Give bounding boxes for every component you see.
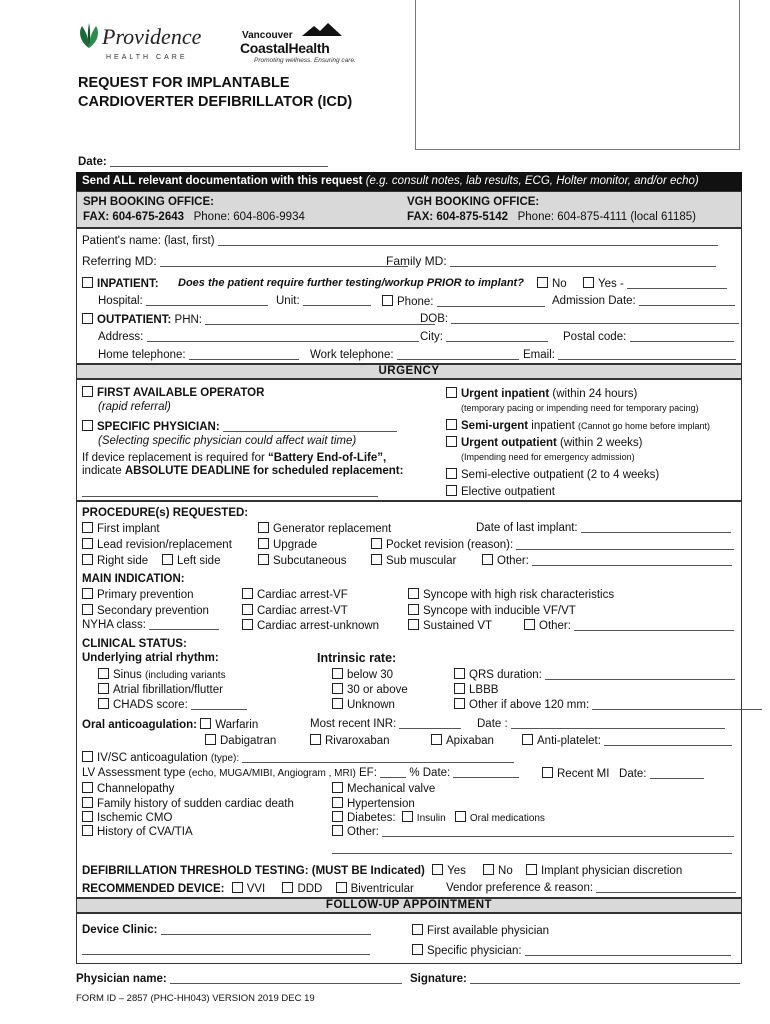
mi-date-field[interactable] [650,768,704,779]
recent-mi-label: Recent MI [557,768,610,780]
battery-line1-text: If device replacement is required for [82,452,269,464]
iv-sc-label: IV/SC anticoagulation [97,752,208,764]
vendor-preference-field[interactable] [596,882,736,893]
patient-name-field[interactable] [218,235,718,246]
outpatient-checkbox[interactable] [82,313,93,324]
patient-label-box [415,0,740,150]
nyha-label: NYHA class: [82,619,146,631]
hypertension-checkbox[interactable] [332,797,343,808]
recent-inr-label: Most recent INR: [310,718,397,730]
city-label: City: [420,331,443,343]
rate-unknown-checkbox[interactable] [332,698,343,709]
admission-date-label: Admission Date: [552,295,636,307]
rivaroxaban-checkbox[interactable] [310,734,321,745]
work-telephone-field[interactable] [397,349,519,360]
chads-field[interactable] [191,699,247,710]
defib-testing-label: DEFIBRILLATION THRESHOLD TESTING: (MUST BE Indicated) [82,865,425,877]
send-banner [76,172,742,191]
address-label: Address: [98,331,144,343]
elective-label: Elective outpatient [461,486,555,498]
vvi-checkbox[interactable] [232,882,243,893]
battery-line2-bold: ABSOLUTE DEADLINE for scheduled replacement: [124,465,404,477]
hospital-field[interactable] [146,295,268,306]
recent-mi-checkbox[interactable] [542,767,553,778]
referring-md-field[interactable] [160,256,408,267]
phn-field[interactable] [205,314,435,325]
other-120-field[interactable] [592,699,762,710]
unit-field[interactable] [303,295,371,306]
procedure-header: PROCEDURE(s) REQUESTED: [82,507,249,519]
urgent-inpatient-label: Urgent inpatient [461,388,550,400]
dabigatran-label: Dabigatran [220,735,277,747]
primary-prevention-checkbox[interactable] [82,588,93,599]
address-field[interactable] [147,331,419,342]
workup-yes-field[interactable] [627,278,727,289]
dob-field[interactable] [451,313,739,324]
pocket-revision-field[interactable] [516,539,734,550]
anti-platelet-field[interactable] [604,735,732,746]
urgent-inpatient-checkbox[interactable] [446,387,457,398]
specific-physician-checkbox[interactable] [82,420,93,431]
anti-platelet-label: Anti-platelet: [537,735,601,747]
ef-field[interactable] [380,767,406,778]
leaf-icon [76,22,102,50]
indication-other-checkbox[interactable] [524,619,535,630]
title-line1: REQUEST FOR IMPLANTABLE [78,75,290,91]
arrest-vf-label: Cardiac arrest-VF [257,589,348,601]
date-field[interactable] [110,156,328,167]
battery-line2-text: indicate [82,465,125,477]
lead-revision-label: Lead revision/replacement [97,539,232,551]
family-md-field[interactable] [450,256,716,267]
inpatient-label: INPATIENT: [97,278,159,290]
vch-logo [240,22,355,66]
signature-field[interactable] [470,973,740,984]
pocket-revision-label: Pocket revision (reason): [386,539,514,551]
subcutaneous-checkbox[interactable] [258,554,269,565]
qrs-duration-label: QRS duration: [469,669,542,681]
providence-logo [76,18,202,66]
iv-sc-type: (type): [210,753,240,764]
device-clinic-label: Device Clinic: [82,924,158,936]
family-history-label: Family history of sudden cardiac death [97,798,294,810]
physician-name-label: Physician name: [76,973,167,985]
arrest-unknown-checkbox[interactable] [242,619,253,630]
specific-physician-field[interactable] [223,421,397,432]
absolute-deadline-field[interactable] [82,486,378,497]
upgrade-label: Upgrade [273,539,318,551]
workup-yes-checkbox[interactable] [583,277,594,288]
arrest-vf-checkbox[interactable] [242,588,253,599]
providence-name: Providence [102,24,202,49]
sph-title: SPH BOOKING OFFICE: [83,196,214,208]
home-telephone-field[interactable] [189,349,299,360]
left-side-checkbox[interactable] [162,554,173,565]
procedure-other-checkbox[interactable] [482,554,493,565]
syncope-high-risk-checkbox[interactable] [408,588,419,599]
generator-replacement-checkbox[interactable] [258,522,269,533]
battery-line1-bold: “Battery End-of-Life”, [268,452,387,464]
date-row [78,156,328,168]
vvi-label: VVI [246,883,266,895]
phone-label: Phone: [397,296,434,308]
ef-percent: % [409,767,420,779]
urgent-outpatient-checkbox[interactable] [446,436,457,447]
lv-assessment-label: LV Assessment type [82,767,186,779]
outpatient-label: OUTPATIENT: [97,314,172,326]
indication-other-field[interactable] [574,620,734,631]
below-30-checkbox[interactable] [332,668,343,679]
lbbb-label: LBBB [469,684,499,696]
vch-tagline: Promoting wellness. Ensuring care. [254,57,356,64]
above-30-label: 30 or above [347,684,408,696]
home-telephone-label: Home telephone: [98,349,186,361]
inpatient-question: Does the patient require further testing/workup PRIOR to implant? [178,277,524,289]
ef-label: EF: [359,767,377,779]
afib-label: Atrial fibrillation/flutter [113,684,223,696]
oral-medications-checkbox[interactable] [455,811,466,822]
semi-elective-label: Semi-elective outpatient (2 to 4 weeks) [461,469,660,481]
postal-code-field[interactable] [630,331,734,342]
physician-name-field[interactable] [170,973,402,984]
ischemic-cmo-label: Ischemic CMO [97,812,173,824]
phone-checkbox[interactable] [382,295,393,306]
hypertension-label: Hypertension [347,798,415,810]
send-banner-italic: (e.g. consult notes, lab results, ECG, Holter monitor, and/or echo) [365,175,699,187]
referring-md-label: Referring MD: [82,254,157,268]
above-30-checkbox[interactable] [332,683,343,694]
warfarin-checkbox[interactable] [200,718,211,729]
qrs-checkbox[interactable] [454,668,465,679]
date-label: Date: [78,156,107,168]
first-implant-label: First implant [97,523,160,535]
urgent-outpatient-note: (Impending need for emergency admission) [461,452,635,462]
vgh-fax: FAX: 604-875-5142 [407,211,509,223]
email-field[interactable] [558,349,736,360]
rivaroxaban-label: Rivaroxaban [325,735,390,747]
biventricular-checkbox[interactable] [336,882,347,893]
sinus-note: (including variants [144,670,226,681]
intrinsic-rate-header: Intrinsic rate: [317,651,397,665]
afib-checkbox[interactable] [98,683,109,694]
inpatient-checkbox[interactable] [82,277,93,288]
semi-urgent-note: (Cannot go home before implant) [577,421,711,431]
clinical-other-label: Other: [347,826,379,838]
defib-discretion-label: Implant physician discretion [540,865,683,877]
urgent-outpatient-label: Urgent outpatient [461,437,557,449]
channelopathy-checkbox[interactable] [82,782,93,793]
procedure-other-label: Other: [497,555,529,567]
arrest-unknown-label: Cardiac arrest-unknown [257,620,380,632]
specific-physician-note: (Selecting specific physician could affect wait time) [98,435,357,447]
workup-yes-label: Yes - [598,278,624,290]
chads-label: CHADS score: [113,699,188,711]
lv-assessment-types: (echo, MUGA/MIBI, Angiogram , MRI) [188,768,356,779]
semi-urgent-label: Semi-urgent [461,420,529,432]
sustained-vt-label: Sustained VT [423,620,493,632]
procedure-other-field[interactable] [532,555,732,566]
postal-code-label: Postal code: [563,331,627,343]
atrial-rhythm-header: Underlying atrial rhythm: [82,652,219,664]
followup-specific-field[interactable] [525,945,731,956]
followup-first-available-checkbox[interactable] [412,924,423,935]
date-last-implant-field[interactable] [581,522,731,533]
dob-label: DOB: [420,313,449,325]
indication-header: MAIN INDICATION: [82,573,185,585]
work-telephone-label: Work telephone: [310,349,394,361]
vch-line2: CoastalHealth [240,40,330,56]
apixaban-label: Apixaban [446,735,494,747]
mechanical-valve-label: Mechanical valve [347,783,436,795]
vgh-title: VGH BOOKING OFFICE: [407,196,540,208]
diabetes-checkbox[interactable] [332,811,343,822]
title-line2: CARDIOVERTER DEFIBRILLATOR (ICD) [78,94,353,110]
oral-medications-label: Oral medications [469,813,545,824]
insulin-label: Insulin [416,813,446,824]
arrest-vt-label: Cardiac arrest-VT [257,605,348,617]
inr-date-field[interactable] [511,718,725,729]
providence-sub: HEALTH CARE [106,54,188,61]
insulin-checkbox[interactable] [402,811,413,822]
lv-date-field[interactable] [453,767,519,778]
mi-date-label: Date: [619,768,647,780]
defib-no-label: No [498,865,513,877]
device-clinic-field[interactable] [161,924,371,935]
clinical-status-header: CLINICAL STATUS: [82,638,187,650]
followup-specific-checkbox[interactable] [412,944,423,955]
clinical-other-field[interactable] [382,826,734,837]
other-120-checkbox[interactable] [454,698,465,709]
family-md-label: Family MD: [386,254,447,268]
form-title [78,74,352,112]
rate-unknown-label: Unknown [347,699,395,711]
urgent-inpatient-note: (temporary pacing or impending need for temporary pacing) [461,403,699,413]
ischemic-cmo-checkbox[interactable] [82,811,93,822]
mechanical-valve-checkbox[interactable] [332,782,343,793]
right-side-checkbox[interactable] [82,554,93,565]
below-30-label: below 30 [347,669,394,681]
family-history-checkbox[interactable] [82,797,93,808]
sinus-checkbox[interactable] [98,668,109,679]
ddd-checkbox[interactable] [282,882,293,893]
followup-specific-label: Specific physician: [427,945,522,957]
rapid-referral-note: (rapid referral) [98,401,171,413]
primary-prevention-label: Primary prevention [97,589,194,601]
channelopathy-label: Channelopathy [97,783,175,795]
ddd-label: DDD [297,883,323,895]
cva-tia-label: History of CVA/TIA [97,826,193,838]
form-id: FORM ID – 2857 (PHC-HH043) VERSION 2019 DEC 19 [76,993,315,1004]
city-field[interactable] [446,331,548,342]
cva-tia-checkbox[interactable] [82,825,93,836]
dabigatran-checkbox[interactable] [205,734,216,745]
signature-label: Signature: [410,973,467,985]
workup-no-label: No [552,278,567,290]
defib-no-checkbox[interactable] [483,864,494,875]
iv-sc-field[interactable] [242,752,514,763]
elective-checkbox[interactable] [446,485,457,496]
followup-header: FOLLOW-UP APPOINTMENT [76,898,742,913]
diabetes-label: Diabetes: [347,812,396,824]
syncope-inducible-checkbox[interactable] [408,604,419,615]
phone-field[interactable] [437,296,545,307]
urgent-inpatient-time: (within 24 hours) [552,388,638,400]
biventricular-label: Biventricular [350,883,414,895]
recommended-device-label: RECOMMENDED DEVICE: [82,883,225,895]
workup-no-checkbox[interactable] [537,277,548,288]
lead-revision-checkbox[interactable] [82,538,93,549]
warfarin-label: Warfarin [215,719,259,731]
pocket-revision-checkbox[interactable] [371,538,382,549]
left-side-label: Left side [177,555,221,567]
clinical-other-field-2[interactable] [332,843,732,854]
urgent-outpatient-time: (within 2 weeks) [560,437,643,449]
hospital-label: Hospital: [98,295,143,307]
defib-yes-label: Yes [447,865,466,877]
inr-date-label: Date : [477,718,508,730]
secondary-prevention-checkbox[interactable] [82,604,93,615]
iv-sc-checkbox[interactable] [82,751,93,762]
clinical-other-checkbox[interactable] [332,825,343,836]
phn-label: PHN: [174,314,203,326]
followup-first-available-label: First available physician [427,925,550,937]
first-available-operator-label: FIRST AVAILABLE OPERATOR [97,387,265,399]
semi-urgent-rest: inpatient [531,420,575,432]
sph-fax: FAX: 604-675-2643 [83,211,185,223]
first-implant-checkbox[interactable] [82,522,93,533]
semi-urgent-checkbox[interactable] [446,419,457,430]
syncope-high-risk-label: Syncope with high risk characteristics [423,589,615,601]
sub-muscular-checkbox[interactable] [371,554,382,565]
anti-platelet-checkbox[interactable] [522,734,533,745]
qrs-duration-field[interactable] [545,669,735,680]
subcutaneous-label: Subcutaneous [273,555,347,567]
defib-yes-checkbox[interactable] [432,864,443,875]
sph-phone: Phone: 604-806-9934 [193,211,305,223]
mountain-icon [302,22,342,36]
sustained-vt-checkbox[interactable] [408,619,419,630]
oral-anticoagulation-label: Oral anticoagulation: [82,719,198,731]
lbbb-checkbox[interactable] [454,683,465,694]
defib-discretion-checkbox[interactable] [526,864,537,875]
syncope-inducible-label: Syncope with inducible VF/VT [423,605,576,617]
email-label: Email: [523,349,555,361]
right-side-label: Right side [97,555,149,567]
date-last-implant-label: Date of last implant: [476,522,578,534]
other-120-label: Other if above 120 mm: [469,699,590,711]
unit-label: Unit: [276,295,300,307]
urgency-header: URGENCY [76,364,742,379]
semi-elective-checkbox[interactable] [446,468,457,479]
first-available-operator-checkbox[interactable] [82,386,93,397]
generator-replacement-label: Generator replacement [273,523,392,535]
vch-line1: Vancouver [242,30,293,41]
recent-inr-field[interactable] [399,718,461,729]
nyha-field[interactable] [149,619,219,630]
upgrade-checkbox[interactable] [258,538,269,549]
sinus-label: Sinus [113,669,142,681]
admission-date-field[interactable] [639,295,735,306]
device-clinic-field-2[interactable] [82,944,370,955]
indication-other-label: Other: [539,620,571,632]
arrest-vt-checkbox[interactable] [242,604,253,615]
booking-offices [76,191,742,228]
chads-checkbox[interactable] [98,698,109,709]
specific-physician-label: SPECIFIC PHYSICIAN: [97,421,220,433]
vendor-preference-label: Vendor preference & reason: [446,882,594,894]
apixaban-checkbox[interactable] [431,734,442,745]
secondary-prevention-label: Secondary prevention [97,605,209,617]
send-banner-bold: Send ALL relevant documentation with this request [82,175,363,187]
vgh-phone: Phone: 604-875-4111 (local 61185) [517,211,696,223]
lv-date-label: Date: [422,767,451,779]
sub-muscular-label: Sub muscular [386,555,457,567]
patient-name-label: Patient's name: (last, first) [82,235,215,247]
